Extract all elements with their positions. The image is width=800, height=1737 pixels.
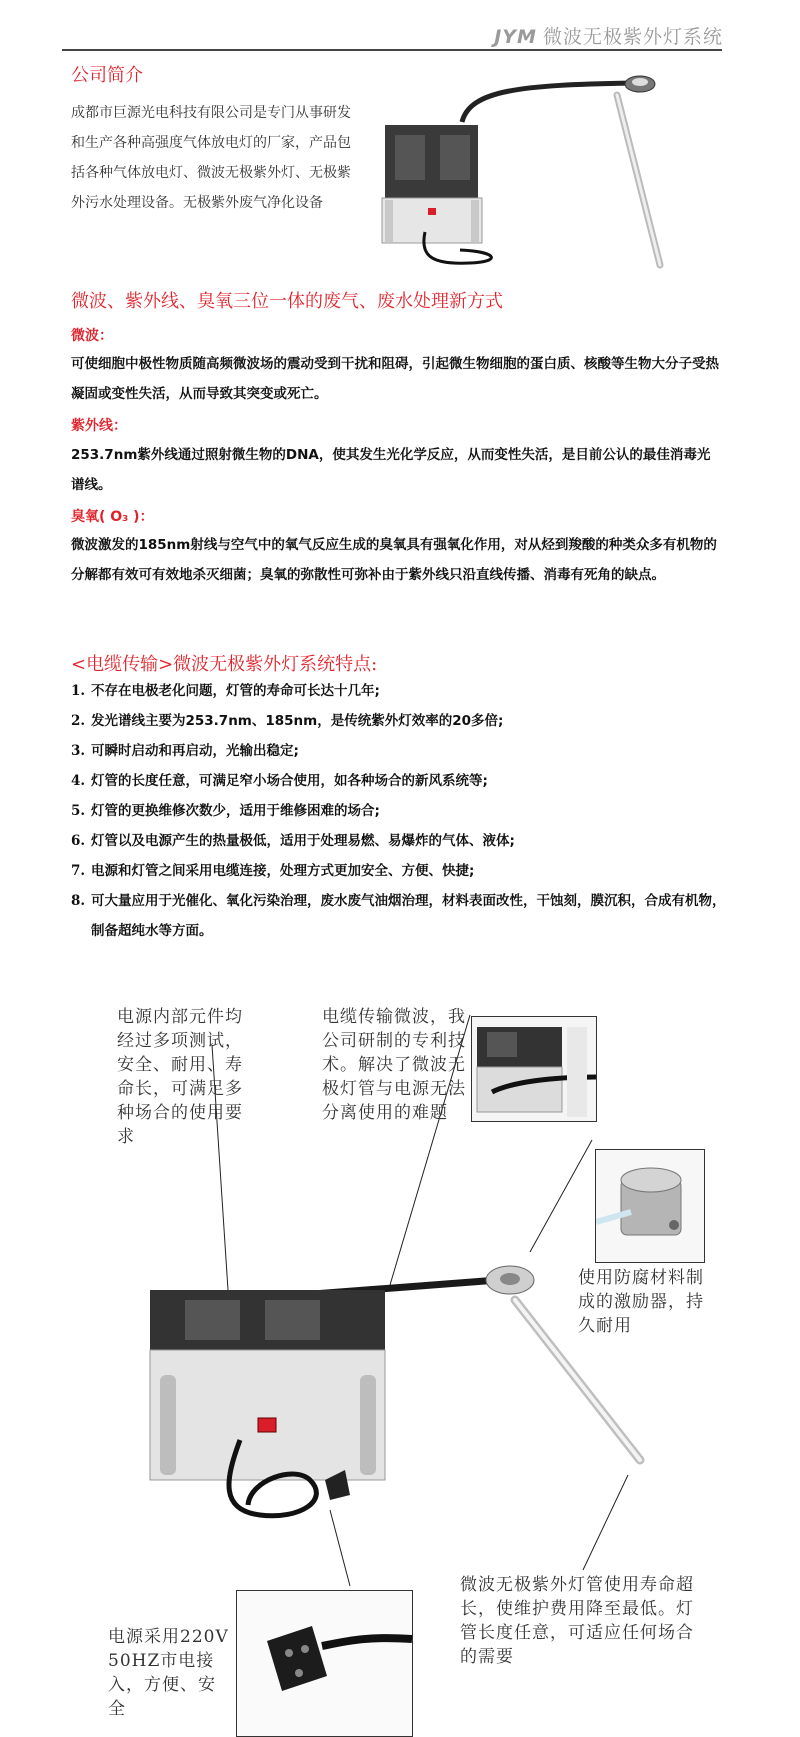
feature-item: 8. 可大量应用于光催化、氧化污染治理，废水废气油烟治理，材料表面改性，干蚀刻，膜沉积，合成有机物，制备超纯水等方面。 xyxy=(71,893,726,939)
callout-plug: 电源采用220V 50HZ市电接入，方便、安全 xyxy=(108,1627,229,1719)
power-switch xyxy=(258,1418,276,1432)
feature-item: 2. 发光谱线主要为253.7nm、185nm，是传统紫外灯效率的20多倍; xyxy=(71,713,504,729)
feature-item: 5. 灯管的更换维修次数少，适用于维修困难的场合; xyxy=(71,803,380,819)
callout-power-internal: 电源内部元件均经过多项测试，安全、耐用、寿命长，可满足多种场合的使用要求 xyxy=(117,1007,243,1147)
microwave-label: 微波： xyxy=(71,328,113,344)
handle-right xyxy=(360,1375,376,1475)
features-heading: <电缆传输>微波无极紫外灯系统特点: xyxy=(71,654,378,675)
method-heading: 微波、紫外线、臭氧三位一体的废气、废水处理新方式 xyxy=(71,291,503,312)
ozone-label: 臭氧( O₃ )： xyxy=(71,509,154,525)
cable-connection-graphic xyxy=(472,1017,596,1121)
leader-line xyxy=(330,1510,350,1586)
uv-label: 紫外线： xyxy=(71,418,127,434)
inset-cable-photo xyxy=(471,1016,597,1122)
plug-graphic xyxy=(237,1591,412,1736)
ozone-text: 微波激发的185nm射线与空气中的氧气反应生成的臭氧具有强氧化作用，对从烃到羧酸的种类众多有机物的分解都有效可有效地杀灭细菌；臭氧的弥散性可弥补由于紫外线只沿直线传播、消毒有死角的缺点。 xyxy=(71,537,717,583)
feature-item: 1. 不存在电极老化问题，灯管的寿命可长达十几年; xyxy=(71,683,380,699)
feature-item: 7. 电源和灯管之间采用电缆连接，处理方式更加安全、方便、快捷; xyxy=(71,863,475,879)
header-title: 微波无极紫外灯系统 xyxy=(542,26,723,48)
callout-exciter: 使用防腐材料制成的激励器，持久耐用 xyxy=(578,1268,704,1336)
feature-item: 3. 可瞬时启动和再启动，光输出稳定; xyxy=(71,743,299,759)
feature-item: 4. 灯管的长度任意，可满足窄小场合使用，如各种场合的新风系统等; xyxy=(71,773,488,789)
handle-left xyxy=(160,1375,176,1475)
inset-exciter-photo xyxy=(595,1149,705,1263)
callout-lamp: 微波无极紫外灯管使用寿命超长，使维护费用降至最低。灯管长度任意，可适应任何场合的需要 xyxy=(460,1575,694,1667)
leader-line xyxy=(530,1140,592,1252)
intro-text: 成都市巨源光电科技有限公司是专门从事研发和生产各种高强度气体放电灯的厂家，产品包括各种气体放电灯、微波无极紫外灯、无极紫外污水处理设备。无极紫外废气净化设备 xyxy=(71,105,351,211)
microwave-text: 可使细胞中极性物质随高频微波场的震动受到干扰和阻碍，引起微生物细胞的蛋白质、核酸等生物大分子受热凝固或变性失活，从而导致其突变或死亡。 xyxy=(71,356,719,402)
uv-text: 253.7nm紫外线通过照射微生物的DNA，使其发生光化学反应，从而变性失活，是目前公认的最佳消毒光谱线。 xyxy=(71,447,711,493)
inset-plug-photo xyxy=(236,1590,413,1737)
brand-logo: JYM xyxy=(494,26,537,48)
intro-heading: 公司简介 xyxy=(71,65,143,86)
feature-item: 6. 灯管以及电源产生的热量极低，适用于处理易燃、易爆炸的气体、液体; xyxy=(71,833,515,849)
leader-line xyxy=(583,1475,628,1570)
callout-cable: 电缆传输微波，我公司研制的专利技术。解决了微波无极灯管与电源无法分离使用的难题 xyxy=(322,1007,466,1123)
exciter-graphic xyxy=(596,1150,704,1262)
